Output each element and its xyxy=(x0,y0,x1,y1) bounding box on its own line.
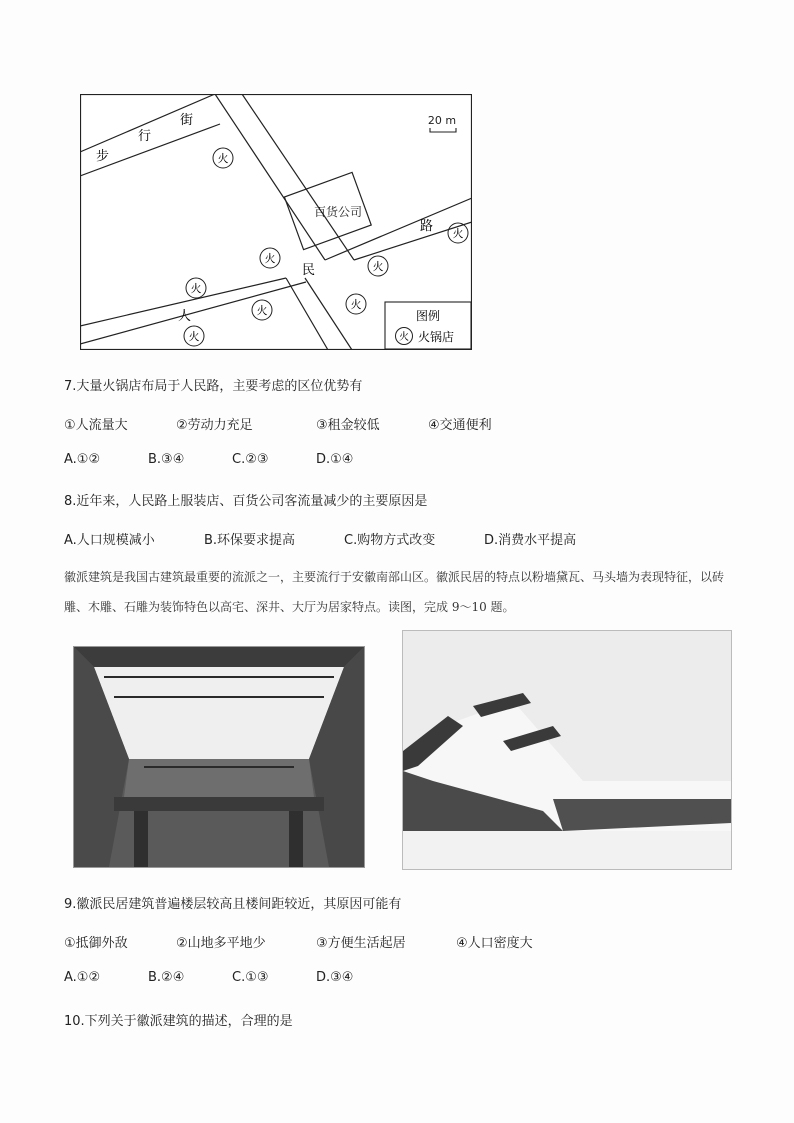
q7-choice-a[interactable]: A.①② xyxy=(64,452,101,467)
road-name-char: 人 xyxy=(178,309,192,324)
q7-option: ①人流量大 xyxy=(64,418,128,433)
svg-text:火: 火 xyxy=(256,304,268,317)
q10-stem: 10.下列关于徽派建筑的描述，合理的是 xyxy=(64,1014,293,1029)
q7-option: ④交通便利 xyxy=(428,418,492,433)
store-label: 百货公司 xyxy=(313,205,363,219)
svg-text:火: 火 xyxy=(190,282,202,295)
q8-choice-c[interactable]: C.购物方式改变 xyxy=(344,533,436,548)
q7-option: ③租金较低 xyxy=(316,418,380,433)
svg-text:火: 火 xyxy=(372,260,384,273)
q9-choice-a[interactable]: A.①② xyxy=(64,970,101,985)
q8-choice-b[interactable]: B.环保要求提高 xyxy=(204,533,296,548)
svg-text:火: 火 xyxy=(350,298,362,311)
svg-text:火: 火 xyxy=(399,332,409,343)
scale-label: 20 m xyxy=(427,114,457,127)
walk-street-char: 行 xyxy=(138,129,152,144)
courtyard-skylight-photo xyxy=(73,646,365,868)
svg-text:火: 火 xyxy=(264,252,276,265)
q9-option: ②山地多平地少 xyxy=(176,936,266,951)
walk-street-char: 街 xyxy=(180,113,194,128)
q7-choice-d[interactable]: D.①④ xyxy=(316,452,354,467)
shopping-street-map xyxy=(80,94,472,350)
q7-option: ②劳动力充足 xyxy=(176,418,253,433)
q8-choice-d[interactable]: D.消费水平提高 xyxy=(484,533,577,548)
legend-item: 火锅店 xyxy=(418,330,455,344)
q9-choice-b[interactable]: B.②④ xyxy=(148,970,185,985)
road-name-char: 民 xyxy=(302,263,316,278)
legend-title: 图例 xyxy=(415,309,441,323)
walk-street-char: 步 xyxy=(96,149,110,164)
q9-option: ③方便生活起居 xyxy=(316,936,406,951)
svg-text:火: 火 xyxy=(452,227,464,240)
svg-text:火: 火 xyxy=(188,330,200,343)
q9-choice-c[interactable]: C.①③ xyxy=(232,970,269,985)
svg-text:火: 火 xyxy=(217,152,229,165)
q7-choice-c[interactable]: C.②③ xyxy=(232,452,269,467)
q9-choice-d[interactable]: D.③④ xyxy=(316,970,354,985)
q8-stem: 8.近年来，人民路上服装店、百货公司客流量减少的主要原因是 xyxy=(64,494,428,509)
road-name-char: 路 xyxy=(420,219,434,234)
horse-head-wall-photo xyxy=(402,630,732,870)
q7-choice-b[interactable]: B.③④ xyxy=(148,452,185,467)
q7-stem: 7.大量火锅店布局于人民路，主要考虑的区位优势有 xyxy=(64,379,363,394)
q8-choice-a[interactable]: A.人口规模减小 xyxy=(64,533,155,548)
q9-stem: 9.徽派民居建筑普遍楼层较高且楼间距较近，其原因可能有 xyxy=(64,897,402,912)
q9-option: ①抵御外敌 xyxy=(64,936,128,951)
q9-option: ④人口密度大 xyxy=(456,936,533,951)
reading-passage: 徽派建筑是我国古建筑最重要的流派之一，主要流行于安徽南部山区。徽派民居的特点以粉墙黛瓦、马头墙为表现特征，以砖雕、木雕、石雕为装饰特色以高宅、深井、大厅为居家特点。读图，完成 9～10 题。 xyxy=(64,570,725,614)
